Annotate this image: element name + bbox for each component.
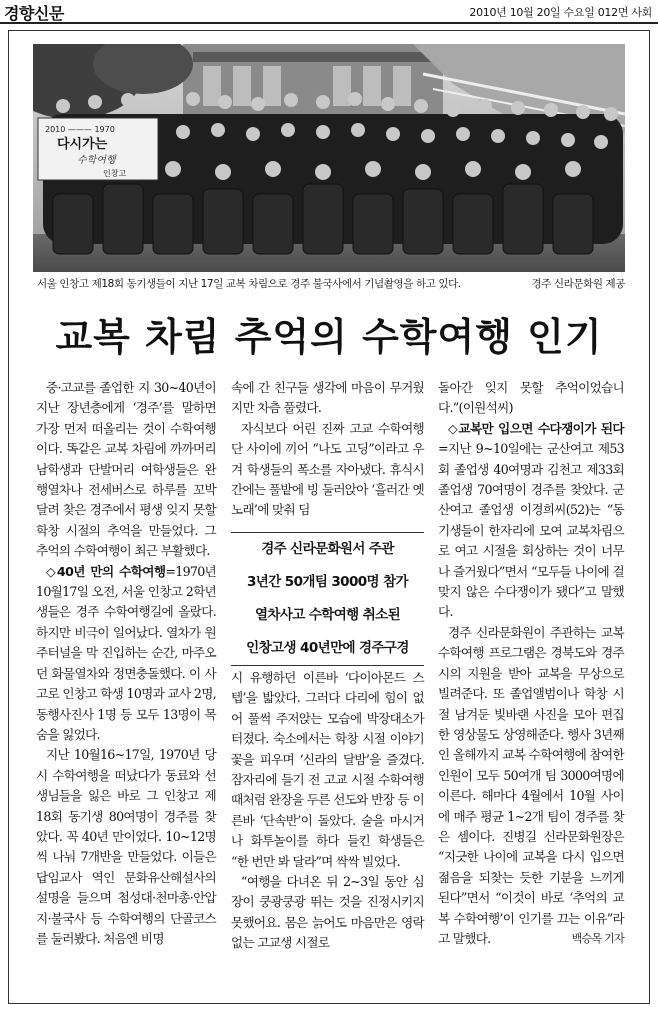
body-paragraph: “여행을 다녀온 뒤 2~3일 동안 심장이 쿵광쿵광 뛰는 것을 진정시키지 못했어요. 몸은 늙어도 마음만은 영락없는 고교생 시절로 xyxy=(231,874,424,951)
reporter-byline: 백승목 기자 xyxy=(571,931,624,945)
section-subhead: ◇40년 만의 수학여행 xyxy=(46,563,166,579)
newspaper-name: 경향신문 xyxy=(4,4,64,23)
section-subhead: ◇교복만 입으면 수다쟁이가 된다 xyxy=(448,420,624,436)
body-paragraph: 자식보다 어린 진짜 고교 수학여행단 사이에 끼어 “나도 고딩”이라고 우겨 학생들의 폭소를 자아냈다. 휴식시간에는 풀밭에 빙 둘러앉아 ‘흘러간 옛 노래’에 맞춰 딤 xyxy=(231,420,424,518)
article-column-2-bottom xyxy=(231,668,424,954)
photo-banner-line4: 인창고 xyxy=(103,169,127,178)
body-paragraph xyxy=(36,562,216,746)
body-text: =1970년 10월17일 오전, 서울 인창고 2학년생들은 경주 수학여행길에 올랐다. 하지만 비극이 일어났다. 열차가 원주터널을 막 진입하는 순간, 마주오던 화물열차와 정면충돌했다. 이 사고로 인창고 학생 10명과 교사 2명, 동행사진사 1명 등 모두 13명이 목숨을 잃었다. xyxy=(36,563,216,742)
edition-info: 2010년 10월 20일 수요일 012면 사회 xyxy=(469,6,652,19)
article-column-2-top xyxy=(231,378,424,521)
page-header xyxy=(0,0,658,24)
body-paragraph xyxy=(438,623,624,950)
body-text: 경주 신라문화원이 주관하는 교복 수학여행 프로그램은 경북도와 경주시의 지원을 받아 교복을 무상으로 빌려준다. 또 졸업앨범이나 학창 시절 남겨둔 빛바랜 사진을 모아 편집한 영상물도 상영해준다. 행사 3년째인 올해까지 교복 수학여행에 참여한 인원이 모두 50여개 팀 3000여명에 이른다. 해마다 4월에서 10월 사이에 매주 평균 1~2개 팀이 경주를 찾은 셈이다. 진병길 신라문화원장은 “지긋한 나이에 교복을 다시 입으면 젊음을 되찾는 듯한 기분을 느끼게 된다”면서 “이것이 바로 ‘추억의 교복 수학여행’이 인기를 끄는 이유”라고 말했다. xyxy=(438,624,624,946)
photo-banner-line1: 2010 ——— 1970 xyxy=(45,125,115,134)
body-paragraph: 중·고교를 졸업한 지 30~40년이 지난 장년층에게 ‘경주’를 말하면 가장 먼저 떠올리는 것이 수학여행이다. 똑같은 교복 차림에 까까머리 남학생과 단발머리 여학생들은 완행열차나 전세버스로 하루를 꼬박 달려 찾은 경주에서 평생 잊지 못할 학창 시절의 추억을 만들었다. 그 추억의 수학여행이 최근 부활했다. xyxy=(36,380,216,559)
body-paragraph: 돌아간 잊지 못할 추억이었습니다.”(이원석씨) xyxy=(438,380,624,416)
body-paragraph: 지난 10월16~17일, 1970년 당시 수학여행을 떠났다가 동료와 선생님들을 잃은 바로 그 인창고 제18회 동기생 80여명이 경주를 찾았다. 꼭 40년 만이었다. 10~12명씩 나눠 7개반을 만들었다. 이들은 답임교사 역인 문화유산해설사의 설명을 들으며 첨성대·천마총·안압지·불국사 등 수학여행의 단골코스를 둘러봤다. 처음엔 비명 xyxy=(36,747,216,946)
body-paragraph: 시 유행하던 이른바 ‘다이아몬드 스텝’을 밟았다. 그러다 다리에 힘이 없어 풀썩 주저앉는 모습에 박장대소가 터졌다. 숙소에서는 학창 시절 이야기꽃을 피우며 ‘신라의 달밤’을 즐겼다. 잠자리에 들기 전 고교 시절 수학여행 때처럼 완장을 두른 선도와 반장 등 이른바 ‘단속반’이 돌았다. 술을 마시거나 화투놀이를 하다 들킨 학생들은 “한 번만 봐 달라”며 싹싹 빌었다. xyxy=(231,670,424,869)
body-text: =지난 9~10일에는 군산여고 제53회 졸업생 40여명과 김천고 제33회 졸업생 70여명이 경주를 찾았다. 군산여고 졸업생 이경희씨(52)는 “동기생들이 한자리에 모여 교복차림으로 여고 시절을 회상하는 것이 너무나 즐거웠다”면서 “모두들 나이에 걸맞지 않은 수다쟁이가 됐다”고 말했다. xyxy=(438,441,624,620)
caption-text: 서울 인창고 제18회 동기생들이 지난 17일 교복 차림으로 경주 불국사에서 기념촬영을 하고 있다. xyxy=(37,278,461,290)
subheading-line: 인창고생 40년만에 경주구경 xyxy=(246,640,409,656)
article-column-3 xyxy=(438,378,624,949)
article-photo xyxy=(33,44,625,272)
subheading-line: 3년간 50개팀 3000명 참가 xyxy=(247,574,408,590)
body-paragraph: 속에 간 친구들 생각에 마음이 무거웠지만 차츰 풀렸다. xyxy=(231,380,424,416)
subheading-box xyxy=(231,532,424,666)
photo-caption xyxy=(33,274,625,294)
subheading-line: 열차사고 수학여행 취소된 xyxy=(254,607,401,623)
body-paragraph xyxy=(438,419,624,623)
subheading-line: 경주 신라문화원서 주관 xyxy=(261,541,394,557)
caption-credit: 경주 신라문화원 제공 xyxy=(531,278,625,290)
photo-banner-line2: 다시가는 xyxy=(57,137,108,152)
article-column-1 xyxy=(36,378,216,949)
photo-banner-line3: 수학여행 xyxy=(77,155,116,166)
article-headline: 교복 차림 추억의 수학여행 인기 xyxy=(55,314,603,359)
